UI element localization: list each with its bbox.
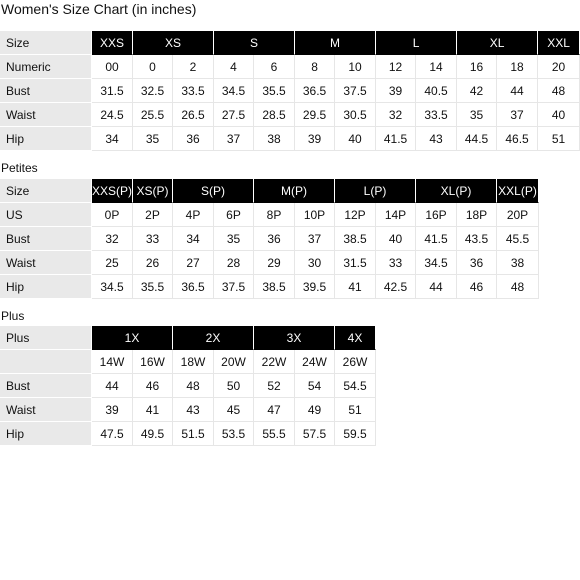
- size-header: XXL(P): [497, 179, 539, 203]
- size-header: 3X: [254, 326, 335, 350]
- table-cell: 6: [254, 55, 295, 79]
- table-cell: 27.5: [214, 103, 254, 127]
- row-label: Hip: [0, 422, 92, 446]
- table-cell: 44: [416, 275, 457, 299]
- table-cell: 42.5: [376, 275, 416, 299]
- table-cell: 42: [457, 79, 497, 103]
- size-header: XS: [133, 31, 214, 55]
- table-cell: 38: [497, 251, 539, 275]
- section-title-plus: Plus: [1, 309, 25, 323]
- table-cell: 36.5: [173, 275, 214, 299]
- table-cell: 20: [538, 55, 580, 79]
- table-cell: 38.5: [254, 275, 295, 299]
- table-cell: 51: [335, 398, 376, 422]
- table-cell: 52: [254, 374, 295, 398]
- table-cell: 54.5: [335, 374, 376, 398]
- table-row: [0, 422, 376, 446]
- row-label: Bust: [0, 79, 92, 103]
- table-cell: 43: [416, 127, 457, 151]
- table-cell: 18: [497, 55, 538, 79]
- table-cell: 26: [133, 251, 173, 275]
- table-cell: 46: [457, 275, 497, 299]
- table-cell: 36: [254, 227, 295, 251]
- size-header-row: [0, 326, 376, 350]
- size-header: XL(P): [416, 179, 497, 203]
- table-cell: 44: [497, 79, 538, 103]
- table-cell: 46: [133, 374, 173, 398]
- table-row: [0, 203, 539, 227]
- table-cell: 2P: [133, 203, 173, 227]
- table-cell: 36.5: [295, 79, 335, 103]
- table-cell: 41: [335, 275, 376, 299]
- table-cell: 51.5: [173, 422, 214, 446]
- table-cell: 8: [295, 55, 335, 79]
- table-cell: 34.5: [92, 275, 133, 299]
- table-cell: 4P: [173, 203, 214, 227]
- table-cell: 37: [214, 127, 254, 151]
- table-cell: 14: [416, 55, 457, 79]
- size-header: XL: [457, 31, 538, 55]
- table-cell: 00: [92, 55, 133, 79]
- table-cell: 33.5: [173, 79, 214, 103]
- table-cell: 34: [92, 127, 133, 151]
- size-header: 4X: [335, 326, 376, 350]
- table-cell: 27: [173, 251, 214, 275]
- table-cell: 18P: [457, 203, 497, 227]
- table-cell: 32: [92, 227, 133, 251]
- row-label: Waist: [0, 398, 92, 422]
- table-cell: 38.5: [335, 227, 376, 251]
- table-cell: 26.5: [173, 103, 214, 127]
- size-header: XXS(P): [92, 179, 133, 203]
- table-cell: 37: [295, 227, 335, 251]
- table-cell: 26W: [335, 350, 376, 374]
- size-header: XXS: [92, 31, 133, 55]
- size-header: 1X: [92, 326, 173, 350]
- table-cell: 53.5: [214, 422, 254, 446]
- table-cell: 31.5: [335, 251, 376, 275]
- table-cell: 10: [335, 55, 376, 79]
- row-label: [0, 350, 92, 374]
- table-cell: 34.5: [214, 79, 254, 103]
- table-cell: 45: [214, 398, 254, 422]
- table-cell: 30: [295, 251, 335, 275]
- table-cell: 0: [133, 55, 173, 79]
- table-cell: 33: [133, 227, 173, 251]
- page-title: Women's Size Chart (in inches): [1, 1, 197, 17]
- table-cell: 32.5: [133, 79, 173, 103]
- table-cell: 37.5: [335, 79, 376, 103]
- table-cell: 48: [173, 374, 214, 398]
- table-cell: 43.5: [457, 227, 497, 251]
- table-cell: 49: [295, 398, 335, 422]
- table-cell: 35.5: [133, 275, 173, 299]
- table-cell: 36: [173, 127, 214, 151]
- table-cell: 39: [376, 79, 416, 103]
- table-cell: 49.5: [133, 422, 173, 446]
- table-cell: 20P: [497, 203, 539, 227]
- table-cell: 28: [214, 251, 254, 275]
- row-label: Size: [0, 31, 92, 55]
- table-cell: 37.5: [214, 275, 254, 299]
- table-cell: 40: [376, 227, 416, 251]
- table-cell: 39: [92, 398, 133, 422]
- table-cell: 33: [376, 251, 416, 275]
- table-cell: 35.5: [254, 79, 295, 103]
- table-cell: 8P: [254, 203, 295, 227]
- table-cell: 20W: [214, 350, 254, 374]
- plus-chart-table: [0, 326, 376, 446]
- table-cell: 16: [457, 55, 497, 79]
- table-cell: 28.5: [254, 103, 295, 127]
- table-cell: 55.5: [254, 422, 295, 446]
- table-cell: 31.5: [92, 79, 133, 103]
- size-header: XS(P): [133, 179, 173, 203]
- table-row: [0, 251, 539, 275]
- size-header-row: [0, 31, 580, 55]
- size-header: S: [214, 31, 295, 55]
- size-header: L(P): [335, 179, 416, 203]
- table-cell: 47.5: [92, 422, 133, 446]
- table-row: [0, 127, 580, 151]
- row-label: US: [0, 203, 92, 227]
- table-cell: 16P: [416, 203, 457, 227]
- table-cell: 25.5: [133, 103, 173, 127]
- table-cell: 0P: [92, 203, 133, 227]
- table-cell: 47: [254, 398, 295, 422]
- table-cell: 51: [538, 127, 580, 151]
- table-cell: 54: [295, 374, 335, 398]
- table-cell: 12: [376, 55, 416, 79]
- table-cell: 46.5: [497, 127, 538, 151]
- table-row: [0, 55, 580, 79]
- table-cell: 30.5: [335, 103, 376, 127]
- size-header: XXL: [538, 31, 580, 55]
- row-label: Size: [0, 179, 92, 203]
- table-cell: 35: [133, 127, 173, 151]
- table-cell: 36: [457, 251, 497, 275]
- table-row: [0, 103, 580, 127]
- row-label: Bust: [0, 227, 92, 251]
- table-cell: 40: [538, 103, 580, 127]
- table-cell: 48: [538, 79, 580, 103]
- table-cell: 39.5: [295, 275, 335, 299]
- table-cell: 14W: [92, 350, 133, 374]
- table-cell: 59.5: [335, 422, 376, 446]
- table-cell: 24.5: [92, 103, 133, 127]
- table-cell: 33.5: [416, 103, 457, 127]
- table-cell: 48: [497, 275, 539, 299]
- table-row: [0, 275, 539, 299]
- section-title-petites: Petites: [1, 161, 38, 175]
- row-label: Hip: [0, 127, 92, 151]
- table-cell: 4: [214, 55, 254, 79]
- row-label: Numeric: [0, 55, 92, 79]
- table-cell: 44.5: [457, 127, 497, 151]
- table-cell: 34.5: [416, 251, 457, 275]
- table-cell: 29.5: [295, 103, 335, 127]
- table-row: [0, 398, 376, 422]
- size-header-row: [0, 179, 539, 203]
- table-row: [0, 227, 539, 251]
- table-cell: 41: [133, 398, 173, 422]
- row-label: Bust: [0, 374, 92, 398]
- table-cell: 29: [254, 251, 295, 275]
- petites-chart-table: [0, 179, 539, 299]
- table-cell: 39: [295, 127, 335, 151]
- table-cell: 35: [457, 103, 497, 127]
- size-header: M(P): [254, 179, 335, 203]
- table-cell: 22W: [254, 350, 295, 374]
- table-cell: 50: [214, 374, 254, 398]
- table-cell: 25: [92, 251, 133, 275]
- table-cell: 44: [92, 374, 133, 398]
- table-cell: 45.5: [497, 227, 539, 251]
- table-cell: 57.5: [295, 422, 335, 446]
- table-cell: 32: [376, 103, 416, 127]
- size-header: 2X: [173, 326, 254, 350]
- table-cell: 14P: [376, 203, 416, 227]
- table-cell: 41.5: [416, 227, 457, 251]
- size-chart-table: [0, 31, 580, 151]
- table-cell: 6P: [214, 203, 254, 227]
- row-label: Waist: [0, 251, 92, 275]
- row-label: Hip: [0, 275, 92, 299]
- row-label: Plus: [0, 326, 92, 350]
- table-row: [0, 79, 580, 103]
- table-cell: 18W: [173, 350, 214, 374]
- table-cell: 24W: [295, 350, 335, 374]
- table-row: [0, 350, 376, 374]
- size-header: S(P): [173, 179, 254, 203]
- table-cell: 38: [254, 127, 295, 151]
- table-cell: 2: [173, 55, 214, 79]
- size-header: L: [376, 31, 457, 55]
- table-cell: 43: [173, 398, 214, 422]
- table-cell: 34: [173, 227, 214, 251]
- table-cell: 16W: [133, 350, 173, 374]
- table-cell: 35: [214, 227, 254, 251]
- table-cell: 37: [497, 103, 538, 127]
- table-cell: 41.5: [376, 127, 416, 151]
- table-row: [0, 374, 376, 398]
- table-cell: 10P: [295, 203, 335, 227]
- table-cell: 40.5: [416, 79, 457, 103]
- size-header: M: [295, 31, 376, 55]
- row-label: Waist: [0, 103, 92, 127]
- table-cell: 40: [335, 127, 376, 151]
- table-cell: 12P: [335, 203, 376, 227]
